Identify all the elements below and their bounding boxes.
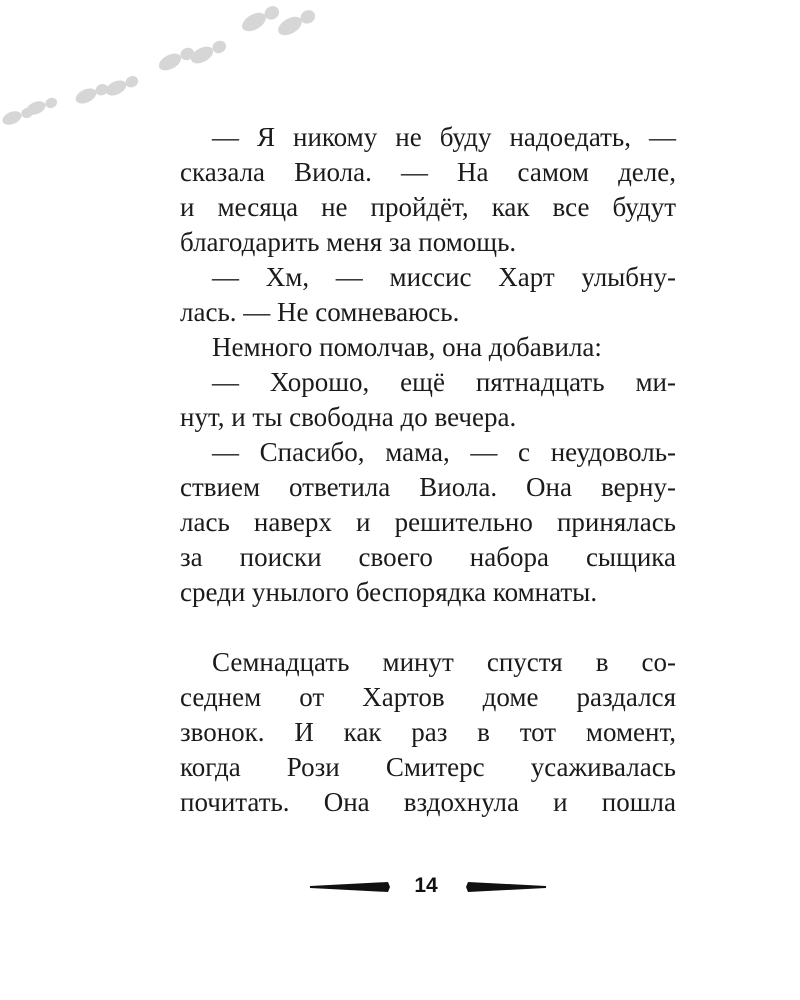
- paragraph: [180, 260, 676, 330]
- page-footer: [0, 868, 800, 908]
- text-line: среди унылого беспорядка комнаты.: [180, 577, 598, 607]
- paragraph: [180, 120, 676, 260]
- paragraph: [180, 365, 676, 435]
- text-line: лась наверх и решительно принялась: [180, 507, 676, 537]
- text-line: звонок. И как раз в тот момент,: [180, 717, 676, 747]
- text-line: когда Рози Смитерс усаживалась: [180, 752, 676, 782]
- text-line: седнем от Хартов доме раздался: [180, 682, 676, 712]
- text-line: Немного помолчав, она добавила:: [212, 332, 602, 362]
- text-line: за поиски своего набора сыщика: [180, 542, 676, 572]
- section-break: [180, 610, 676, 645]
- text-line: и месяца не пройдёт, как все будут: [180, 192, 676, 222]
- text-line: — Хм, — миссис Харт улыбну-: [212, 262, 676, 292]
- text-line: Семнадцать минут спустя в со-: [212, 647, 676, 677]
- text-line: лась. — Не сомневаюсь.: [180, 297, 460, 327]
- text-line: благодарить меня за помощь.: [180, 227, 517, 257]
- paragraph: [180, 645, 676, 820]
- text-line: — Спасибо, мама, — с неудоволь-: [212, 437, 676, 467]
- arrow-rule-icon: [466, 882, 546, 892]
- text-line: — Хорошо, ещё пятнадцать ми-: [212, 367, 676, 397]
- text-line: ствием ответила Виола. Она верну-: [180, 472, 676, 502]
- arrow-rule-icon: [310, 882, 390, 892]
- text-line: нут, и ты свободна до вечера.: [180, 402, 517, 432]
- text-line: сказала Виола. — На самом деле,: [180, 157, 676, 187]
- paragraph: [180, 330, 676, 365]
- text-line: — Я никому не буду надоедать, —: [212, 122, 676, 152]
- body-text: [180, 120, 676, 820]
- text-line: почитать. Она вздохнула и пошла: [180, 787, 676, 817]
- page-number: 14: [414, 874, 438, 897]
- paragraph: [180, 435, 676, 610]
